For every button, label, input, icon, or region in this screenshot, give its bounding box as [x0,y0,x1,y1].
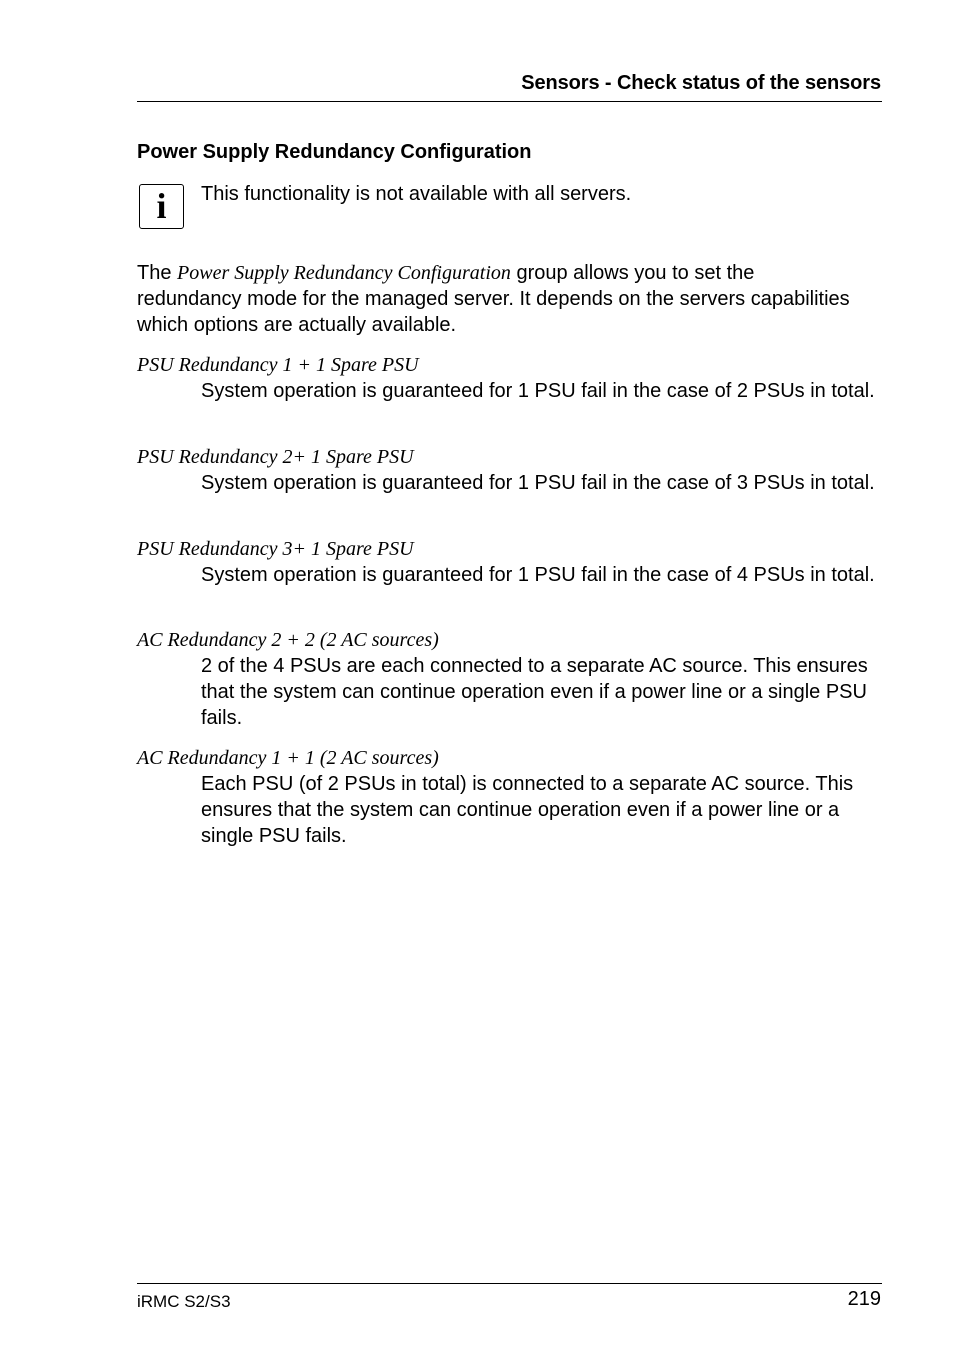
page-number: 219 [847,1288,881,1310]
header-divider [137,101,882,102]
info-icon-glyph: i [156,186,167,226]
option-term-ac-2-2: AC Redundancy 2 + 2 (2 AC sources) [137,629,439,651]
intro-text-end: group allows you to set the redundancy mode for the managed server. It depends on the servers capabilities which options are actually available. [137,262,850,336]
option-description-ac-1-1: Each PSU (of 2 PSUs in total) is connected to a separate AC source. This ensures that the system can continue operation even if a power line or a single PSU fails. [201,773,854,847]
intro-text-start: The [137,262,178,284]
option-term-psu-2-1: PSU Redundancy 2+ 1 Spare PSU [137,446,414,468]
footer-product: iRMC S2/S3 [137,1292,231,1311]
section-heading: Power Supply Redundancy Configuration [137,141,532,163]
option-description-psu-1-1: System operation is guaranteed for 1 PSU fail in the case of 2 PSUs in total. [201,380,875,402]
option-description-ac-2-2: 2 of the 4 PSUs are each connected to a separate AC source. This ensures that the system can continue operation even if a power line or a single PSU fails. [201,655,868,729]
intro-paragraph [137,260,857,338]
intro-group-name: Power Supply Redundancy Configuration [177,262,511,284]
info-note: This functionality is not available with all servers. [201,183,632,205]
option-description-psu-3-1: System operation is guaranteed for 1 PSU fail in the case of 4 PSUs in total. [201,564,875,586]
running-header-title: Sensors - Check status of the sensors [521,72,881,94]
footer-divider [137,1283,882,1284]
option-description-psu-2-1: System operation is guaranteed for 1 PSU fail in the case of 3 PSUs in total. [201,472,875,494]
info-icon [139,184,184,229]
option-term-psu-1-1: PSU Redundancy 1 + 1 Spare PSU [137,354,419,376]
option-term-ac-1-1: AC Redundancy 1 + 1 (2 AC sources) [137,747,439,769]
option-term-psu-3-1: PSU Redundancy 3+ 1 Spare PSU [137,538,414,560]
